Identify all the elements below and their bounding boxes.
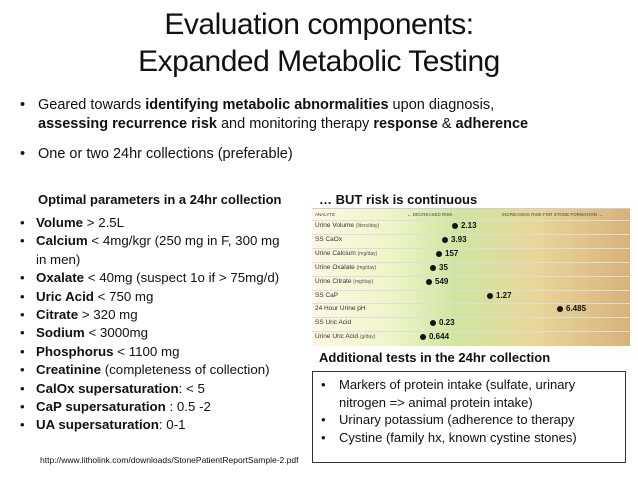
parameter-continuation: in men) [36,251,81,267]
intro-bullet-2: • One or two 24hr collections (preferable) [20,146,293,162]
additional-test-item [321,411,619,429]
source-link[interactable]: http://www.litholink.com/downloads/StonePatientReportSample-2.pdf [40,455,299,465]
bullet-icon: • [20,380,25,396]
bullet-icon: • [20,307,25,323]
parameter-item [20,416,320,434]
risk-row-label: Urine Uric Acid (g/day) [315,333,376,341]
risk-row [312,248,630,261]
risk-marker-icon [436,251,442,257]
risk-row-unit: (mg/day) [356,264,377,271]
risk-row [312,317,630,330]
risk-value: 35 [439,262,448,272]
parameter-value: < 40mg (suspect 1o if > 75mg/d) [84,270,280,286]
bullet-icon: • [20,270,25,286]
risk-marker-icon [426,279,432,285]
parameter-value: : 0-1 [158,417,186,433]
header-decreased: ← DECREASED RISK [407,212,453,217]
parameter-name: Citrate [36,307,79,323]
parameter-name: Calcium [36,233,88,249]
bullet-icon: • [20,417,25,433]
optimal-parameters-list [20,214,320,435]
risk-marker-icon [557,306,563,312]
risk-value: 3.93 [451,234,467,244]
risk-row-label: SS CaP [315,291,339,299]
bullet-icon: • [20,215,25,230]
additional-heading: Additional tests in the 24hr collection [319,350,551,365]
additional-test-item [321,429,619,447]
risk-row-label: SS CaOx [315,235,343,243]
parameter-name: UA supersaturation [36,417,159,433]
parameter-item [20,343,320,361]
risk-chart [312,208,630,346]
additional-test-text: Cystine (family hx, known cystine stones) [339,429,577,445]
parameter-value: : < 5 [178,380,205,396]
risk-row [312,220,630,233]
risk-row-unit: (mg/day) [357,250,378,257]
risk-row-label: Urine Citrate (mg/day) [315,277,374,285]
risk-row-unit: (liters/day) [355,223,380,229]
bullet-icon: • [20,343,25,359]
risk-marker-icon [430,265,436,271]
parameter-item [20,398,320,416]
title-line-2: Expanded Metabolic Testing [138,45,500,78]
risk-row [312,262,630,275]
bullet-icon: • [20,146,26,162]
intro-bullet-1: • Geared towards identifying metabolic abnormalities upon diagnosis, assessing recurrence risk and monitoring therapy response & adherence [20,97,529,132]
parameter-item [20,269,320,287]
parameter-value: < 4mg/kgr (250 mg in F, 300 mg [87,233,280,249]
additional-test-text: Markers of protein intake (sulfate, urinary nitrogen => animal protein intake) [339,377,576,410]
bullet-icon: • [321,412,326,427]
bullet-icon: • [20,399,25,415]
parameter-value: (completeness of collection) [101,362,270,378]
parameter-item [20,324,320,342]
bullet-icon: • [20,362,25,378]
parameter-item [20,288,320,306]
risk-row-unit: (g/day) [359,334,376,341]
risk-marker-icon [430,320,436,326]
risk-marker-icon [420,334,426,340]
risk-heading: … BUT risk is continuous [319,192,478,207]
risk-row-label: Urine Oxalate (mg/day) [315,263,377,271]
risk-row-label: SS Uric Acid [315,319,352,327]
risk-row-label: Urine Volume (liters/day) [315,222,380,229]
parameter-name: Oxalate [36,270,85,286]
parameter-name: Uric Acid [36,288,94,304]
bullet-icon: • [20,233,25,249]
parameter-item [20,232,320,250]
additional-test-item [321,376,619,411]
optimal-heading: Optimal parameters in a 24hr collection [38,192,282,207]
header-increasing: INCREASING RISK FOR STONE FORMATION → [502,212,603,217]
parameter-item [20,306,320,324]
header-analyte: ANALYTE [315,212,336,217]
risk-chart-header [312,209,630,219]
parameter-name: Sodium [36,325,85,341]
parameter-name: CalOx supersaturation [36,380,179,396]
parameter-value: > 320 mg [78,307,138,323]
parameter-name: CaP supersaturation [36,399,166,415]
parameter-name: Creatinine [36,362,102,378]
risk-marker-icon [442,237,448,243]
risk-value: 157 [445,248,459,258]
parameter-value: < 1100 mg [113,343,180,359]
risk-row-label: Urine Calcium (mg/day) [315,249,378,257]
bullet-icon: • [20,97,26,113]
risk-row [312,303,630,316]
risk-row [312,331,630,344]
risk-value: 0.644 [429,332,450,342]
parameter-value: < 750 mg [93,288,154,304]
risk-row-unit: (mg/day) [353,278,374,285]
parameter-name: Phosphorus [36,343,114,359]
parameter-value: > 2.5L [83,215,125,230]
risk-value: 1.27 [496,290,512,300]
parameter-item [20,380,320,398]
additional-tests-box [312,371,626,463]
risk-row [312,276,630,289]
title-line-1: Evaluation components: [164,8,474,41]
risk-row [312,234,630,247]
parameter-item [20,214,320,232]
additional-test-text: Urinary potassium (adherence to therapy [339,412,575,427]
parameter-item [20,361,320,379]
risk-row-label: 24 Hour Urine pH [315,305,366,313]
risk-value: 6.485 [566,304,587,314]
parameter-name: Volume [36,215,84,230]
parameter-value: : 0.5 -2 [165,399,211,415]
risk-marker-icon [487,293,493,299]
risk-value: 0.23 [439,318,455,328]
bullet-icon: • [20,288,25,304]
parameter-value: < 3000mg [84,325,148,341]
risk-value: 2.13 [461,221,477,230]
risk-value: 549 [435,276,449,286]
bullet-icon: • [321,377,326,392]
risk-marker-icon [452,223,458,229]
bullet-icon: • [20,325,25,341]
bullet-icon: • [321,429,326,445]
risk-row [312,290,630,303]
